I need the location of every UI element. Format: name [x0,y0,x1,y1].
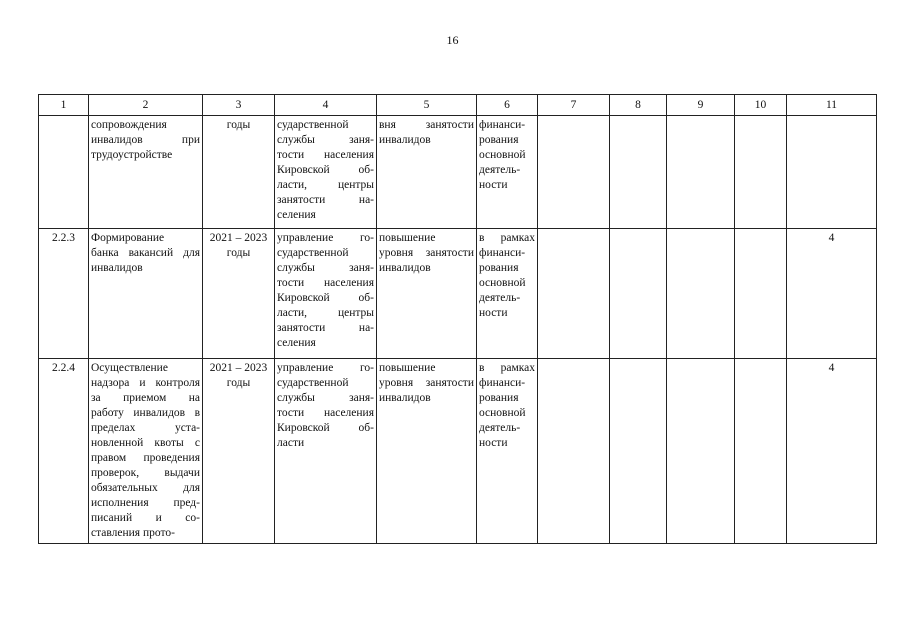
cell-line: ности [479,179,508,191]
cell-col-5 [377,229,477,359]
cell-line: селения [277,209,316,221]
cell-line: за приемом на [91,392,200,404]
cell-line: сударственной [277,377,349,389]
cell-col-1 [39,116,89,229]
cell-line: финанси- [479,119,526,131]
cell-line: исполнения пред- [91,497,200,509]
cell-col-11: 4 [787,229,877,359]
cell-line: ставления прото- [91,527,175,539]
cell-line: работу инвалидов в [91,407,200,419]
cell-col-9 [667,359,735,544]
cell-line: инвалидов при [91,134,200,146]
header-cell: 7 [538,95,610,116]
header-cell: 11 [787,95,877,116]
cell-col-3 [203,359,275,544]
cell-line: уровня занятости [379,247,474,259]
cell-col-4 [275,116,377,229]
cell-col-4 [275,359,377,544]
header-cell: 8 [610,95,667,116]
cell-col-1: 2.2.4 [39,359,89,544]
cell-col-7 [538,359,610,544]
cell-col-6 [477,359,538,544]
header-cell: 10 [735,95,787,116]
cell-col-7 [538,116,610,229]
cell-col-2 [89,359,203,544]
cell-line: занятости на- [277,322,374,334]
header-cell: 3 [203,95,275,116]
cell-line: годы [226,247,251,259]
cell-line: тости населения [277,149,374,161]
cell-col-5 [377,116,477,229]
cell-line: деятель- [479,292,521,304]
cell-line: Осуществление [91,362,168,374]
cell-line: селения [277,337,316,349]
cell-line: деятель- [479,164,521,176]
cell-line: обязательных для [91,482,200,494]
cell-line: тости населения [277,277,374,289]
cell-line: ности [479,307,508,319]
cell-line: ности [479,437,508,449]
cell-col-8 [610,359,667,544]
table-row [39,359,877,544]
cell-col-3 [203,229,275,359]
cell-col-9 [667,116,735,229]
table-header-row [39,95,877,116]
cell-col-2 [89,116,203,229]
cell-line: надзора и контроля [91,377,200,389]
header-cell: 4 [275,95,377,116]
cell-line: повышение [379,362,436,374]
cell-line: банка вакансий для [91,247,200,259]
cell-line: 2021 – 2023 [209,232,268,244]
cell-line: годы [226,119,251,131]
cell-col-6 [477,229,538,359]
cell-line: сопровождения [91,119,167,131]
measures-table [38,94,877,544]
table-row [39,229,877,359]
cell-line: в рамках [479,362,535,374]
cell-line: ласти, центры [277,179,374,191]
cell-line: основной [479,407,526,419]
header-cell: 1 [39,95,89,116]
cell-col-10 [735,359,787,544]
cell-line: финанси- [479,377,526,389]
cell-col-11: 4 [787,359,877,544]
cell-line: тости населения [277,407,374,419]
cell-col-7 [538,229,610,359]
cell-col-10 [735,229,787,359]
cell-line: ласти [277,437,305,449]
cell-line: сударственной [277,119,349,131]
cell-line: инвалидов [379,134,431,146]
cell-col-6 [477,116,538,229]
cell-line: финанси- [479,247,526,259]
cell-line: управление го- [277,362,374,374]
cell-line: правом проведения [91,452,200,464]
cell-line: инвалидов [379,262,431,274]
cell-line: деятель- [479,422,521,434]
cell-line: рования [479,392,519,404]
cell-line: службы заня- [277,392,374,404]
cell-line: основной [479,149,526,161]
header-cell: 2 [89,95,203,116]
cell-line: проверок, выдачи [91,467,200,479]
cell-col-5 [377,359,477,544]
cell-line: основной [479,277,526,289]
cell-line: повышение [379,232,436,244]
cell-line: сударственной [277,247,349,259]
cell-line: рования [479,262,519,274]
cell-col-8 [610,229,667,359]
cell-line: уровня занятости [379,377,474,389]
cell-col-2 [89,229,203,359]
header-cell: 9 [667,95,735,116]
cell-line: Кировской об- [277,422,374,434]
cell-line: в рамках [479,232,535,244]
table-row [39,116,877,229]
header-cell: 5 [377,95,477,116]
cell-line: вня занятости [379,119,474,131]
cell-line: трудоустройстве [91,149,173,161]
cell-line: писаний и со- [91,512,200,524]
cell-col-9 [667,229,735,359]
cell-col-3 [203,116,275,229]
cell-line: инвалидов [91,262,143,274]
cell-col-10 [735,116,787,229]
cell-line: занятости на- [277,194,374,206]
cell-line: 2021 – 2023 [209,362,268,374]
cell-line: годы [226,377,251,389]
cell-line: рования [479,134,519,146]
cell-col-11 [787,116,877,229]
header-cell: 6 [477,95,538,116]
cell-line: Формирование [91,232,165,244]
cell-line: службы заня- [277,134,374,146]
cell-col-8 [610,116,667,229]
page-number: 16 [446,33,459,47]
cell-line: новленной квоты с [91,437,200,449]
cell-col-1: 2.2.3 [39,229,89,359]
cell-line: инвалидов [379,392,431,404]
cell-line: управление го- [277,232,374,244]
cell-line: службы заня- [277,262,374,274]
cell-line: Кировской об- [277,164,374,176]
cell-col-4 [275,229,377,359]
cell-line: пределах уста- [91,422,200,434]
cell-line: ласти, центры [277,307,374,319]
cell-line: Кировской об- [277,292,374,304]
